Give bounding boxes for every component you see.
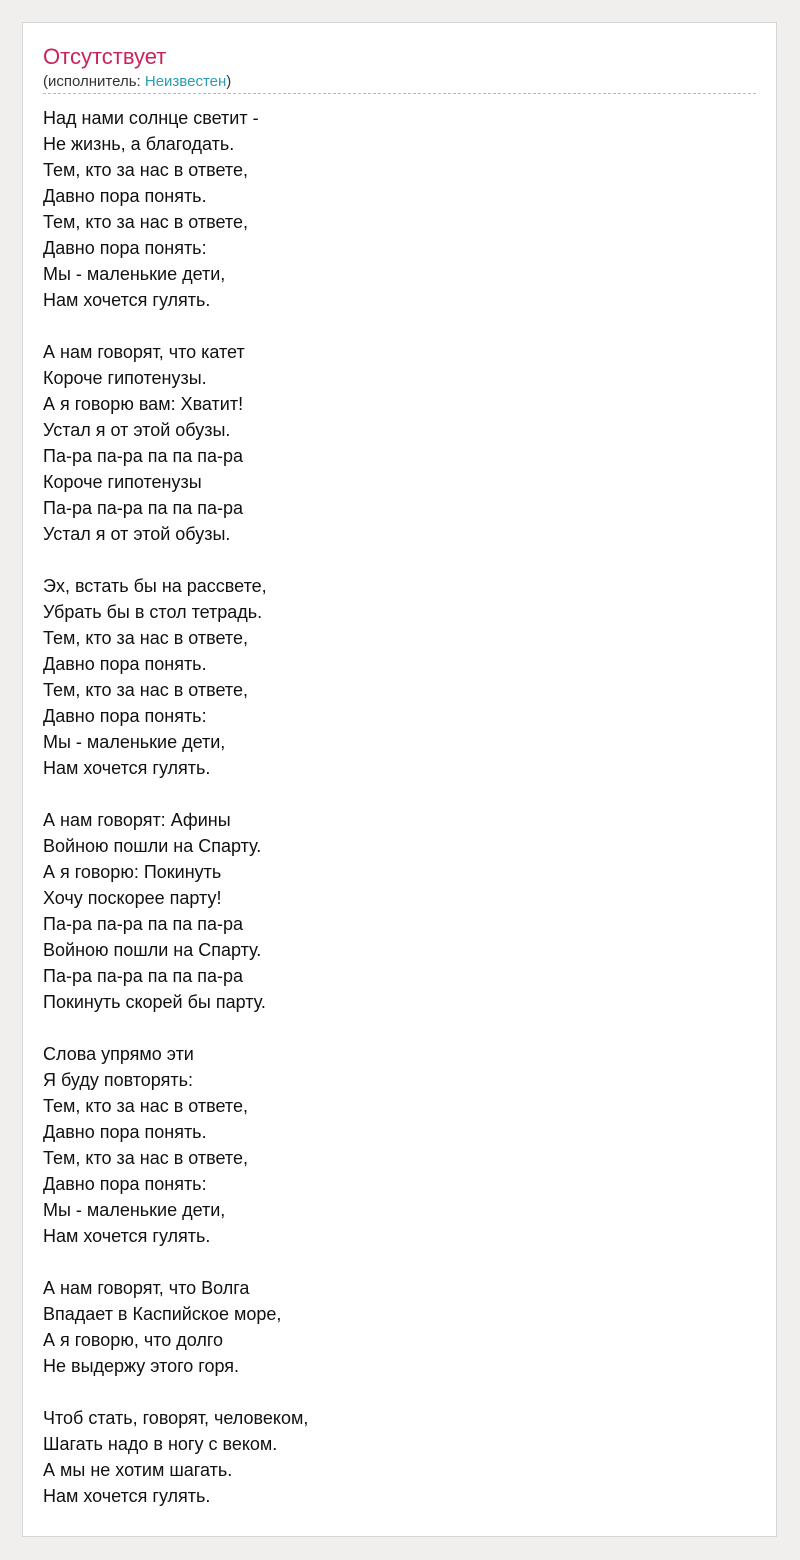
lyric-line: Нам хочется гулять. [43,290,211,310]
lyric-line: Войною пошли на Спарту. [43,836,262,856]
lyric-line: А мы не хотим шагать. [43,1460,233,1480]
lyric-line: А нам говорят, что катет [43,342,245,362]
lyric-line: Чтоб стать, говорят, человеком, [43,1408,309,1428]
stanza [43,1041,743,1249]
lyric-line: А я говорю: Покинуть [43,862,222,882]
lyric-line: Не жизнь, а благодать. [43,134,235,154]
lyric-line: Мы - маленькие дети, [43,264,226,284]
lyric-line: Тем, кто за нас в ответе, [43,680,248,700]
lyric-line: Нам хочется гулять. [43,1226,211,1246]
lyric-line: Давно пора понять. [43,654,207,674]
lyrics-body [43,105,743,1535]
divider [43,93,756,94]
lyric-line: Давно пора понять: [43,238,207,258]
lyric-line: Короче гипотенузы [43,472,202,492]
lyric-line: Па-ра па-ра па па па-ра [43,966,244,986]
stanza [43,807,743,1015]
lyric-line: Хочу поскорее парту! [43,888,222,908]
lyric-line: А я говорю вам: Хватит! [43,394,244,414]
stanza [43,1275,743,1379]
lyric-line: Тем, кто за нас в ответе, [43,160,248,180]
lyric-line: Устал я от этой обузы. [43,524,231,544]
lyric-line: Войною пошли на Спарту. [43,940,262,960]
lyric-line: Давно пора понять: [43,1174,207,1194]
lyric-line: Слова упрямо эти [43,1044,194,1064]
lyric-line: Давно пора понять. [43,186,207,206]
lyric-line: Тем, кто за нас в ответе, [43,1096,248,1116]
lyric-line: Нам хочется гулять. [43,1486,211,1506]
stanza [43,573,743,781]
lyric-line: Эх, встать бы на рассвете, [43,576,267,596]
lyric-line: Над нами солнце светит - [43,108,259,128]
lyric-line: Шагать надо в ногу с веком. [43,1434,278,1454]
lyrics-card [22,22,777,1537]
lyric-line: Устал я от этой обузы. [43,420,231,440]
lyric-line: Па-ра па-ра па па па-ра [43,498,244,518]
artist-line [43,73,231,91]
lyric-line: Я буду повторять: [43,1070,193,1090]
lyric-line: Не выдержу этого горя. [43,1356,240,1376]
lyric-line: Давно пора понять. [43,1122,207,1142]
lyric-line: Впадает в Каспийское море, [43,1304,282,1324]
lyric-line: Тем, кто за нас в ответе, [43,628,248,648]
lyric-line: А я говорю, что долго [43,1330,224,1350]
lyric-line: Убрать бы в стол тетрадь. [43,602,263,622]
stanza [43,105,743,313]
lyric-line: Мы - маленькие дети, [43,1200,226,1220]
lyric-line: Давно пора понять: [43,706,207,726]
lyric-line: Мы - маленькие дети, [43,732,226,752]
lyric-line: А нам говорят, что Волга [43,1278,250,1298]
lyric-line: Па-ра па-ра па па па-ра [43,446,244,466]
artist-link[interactable]: Неизвестен [144,73,227,90]
stanza [43,1405,743,1509]
lyric-line: Короче гипотенузы. [43,368,207,388]
song-title: Отсутствует [43,44,167,69]
artist-suffix: ) [226,73,232,90]
lyric-line: А нам говорят: Афины [43,810,231,830]
stanza [43,339,743,547]
lyric-line: Па-ра па-ра па па па-ра [43,914,244,934]
lyric-line: Нам хочется гулять. [43,758,211,778]
lyric-line: Тем, кто за нас в ответе, [43,212,248,232]
artist-prefix: (исполнитель: [43,73,145,90]
lyric-line: Тем, кто за нас в ответе, [43,1148,248,1168]
lyric-line: Покинуть скорей бы парту. [43,992,266,1012]
